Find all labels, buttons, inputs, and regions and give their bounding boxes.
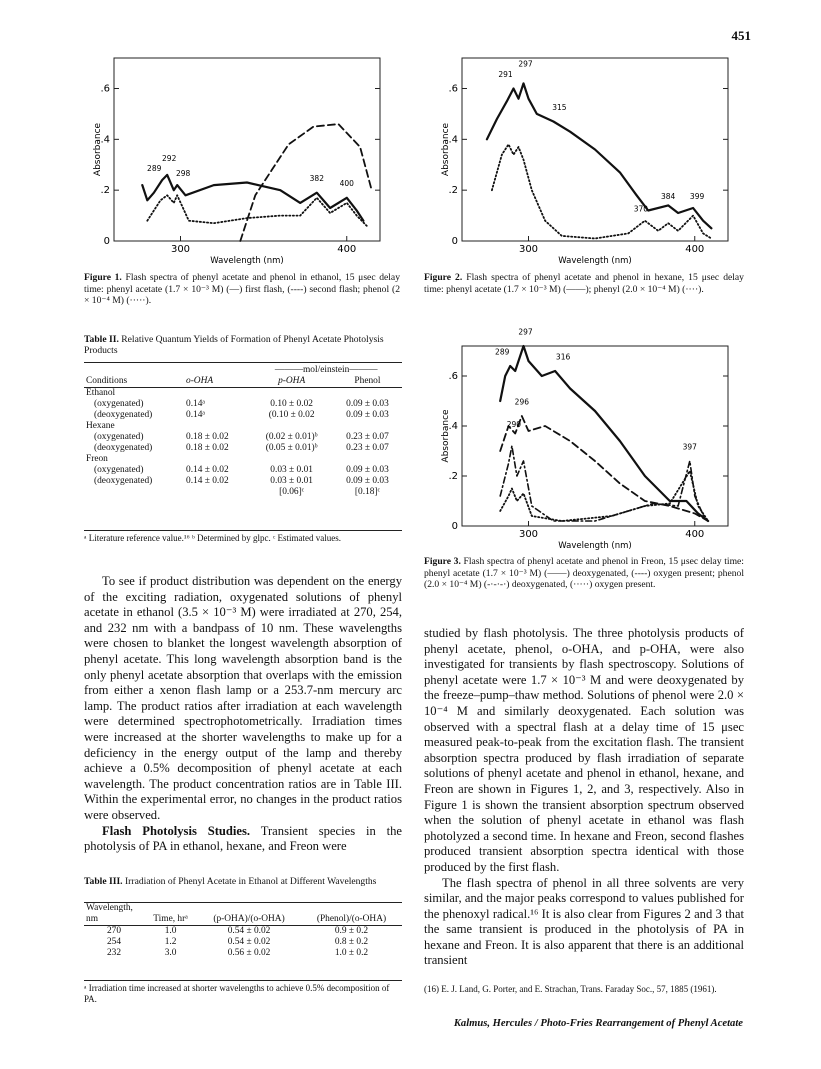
table-cell: 0.10 ± 0.02 (270, 399, 313, 409)
reference-16: (16) E. J. Land, G. Porter, and E. Strachan, Trans. Faraday Soc., 57, 1885 (1961). (424, 984, 717, 994)
right-column-text (424, 626, 744, 969)
peak-label: 289 (147, 163, 162, 173)
peak-label: 297 (518, 327, 533, 337)
y-tick-label: 0 (451, 521, 458, 532)
y-tick-label: .2 (448, 471, 458, 482)
figure-3-label: Figure 3. (424, 556, 461, 567)
table-cell: 1.0 ± 0.2 (334, 948, 369, 958)
series-line-dotted (492, 144, 712, 238)
figure-2-chart (436, 52, 736, 274)
table-cell: 270 (106, 926, 122, 936)
paragraph: studied by flash photolysis. The three photolysis products of phenyl acetate, phenol, o-OHA, and p-OHA, were also investigated for transients by flash spectroscopy. Solutions of phenyl acetate were 1.7 × 10⁻³ M and were deoxygenated by the freeze–pump–thaw method. Solutions of phenol were 2.0 × 10⁻⁴ M and similarly deoxygenated. Each solution was observed with a spectral flash at a delay time of 15 μsec measured peak-to-peak from the excitation flash. The transient absorption spectra produced by flash irradiation of separate solutions of phenyl acetate and phenol in ethanol, hexane, and Freon are shown in Figures 1, 2, and 3, respectively. Also in Figure 1 is shown the transient absorption spectrum observed when the solution of phenyl acetate in ethanol was flash photolyzed a second time. In hexane and Freon, second flashes produced transient absorption spectra identical with those produced by the first flash. (424, 626, 744, 874)
x-tick-label: 300 (518, 244, 539, 255)
table-cell: (deoxygenated) (94, 443, 153, 453)
peak-label: 397 (682, 442, 697, 452)
table-2-title (84, 334, 404, 357)
table-row (84, 937, 402, 948)
figure-1-chart (88, 52, 388, 274)
y-tick-label: .4 (448, 421, 458, 432)
table-cell: 3.0 (164, 948, 177, 958)
peak-label: 382 (309, 174, 324, 184)
table-2-footnote: ᵃ Literature reference value.¹⁶ ᵇ Determined by glpc. ᶜ Estimated values. (84, 530, 402, 544)
table-cell: 0.8 ± 0.2 (334, 937, 369, 947)
table-cell: 0.09 ± 0.03 (346, 399, 389, 409)
series-line-solid (487, 83, 712, 228)
paragraph-text: Transient species in the photolysis of PA in ethanol, hexane, and Freon were (84, 823, 403, 854)
peak-label: 289 (495, 347, 510, 357)
table-2-group-header-text: mol/einstein (303, 365, 350, 375)
table-row (84, 476, 402, 487)
table-row (84, 454, 402, 465)
figure-1-caption-text: Flash spectra of phenyl acetate and phenol in ethanol, 15 μsec delay time: phenyl acetate (1.7 × 10⁻³ M) (—) first flash, (----) second flash; phenol (2 × 10⁻⁴ M) (·····). (84, 272, 400, 307)
peak-label: 384 (660, 191, 676, 201)
table-cell (84, 487, 184, 498)
left-column-text (84, 574, 402, 855)
table-cell: (deoxygenated) (94, 476, 153, 486)
table-cell: 0.14ᵃ (186, 399, 205, 409)
table-2 (84, 362, 402, 498)
x-tick-label: 300 (170, 244, 191, 255)
y-tick-label: .6 (448, 83, 458, 95)
table-cell: 0.03 ± 0.01 (270, 465, 313, 475)
x-axis-label: Wavelength (nm) (558, 541, 632, 551)
table-cell (184, 454, 250, 465)
table-3-header: Time, hrᵃ (153, 914, 188, 924)
peak-label: 296 (514, 397, 530, 407)
x-axis-label: Wavelength (nm) (558, 256, 632, 266)
x-tick-label: 400 (685, 244, 705, 255)
x-axis-label: Wavelength (nm) (210, 256, 284, 266)
table-cell: [0.18]ᶜ (354, 487, 380, 497)
table-cell (184, 421, 250, 432)
paragraph: The flash spectra of phenol in all three solvents are very similar, and the major peaks correspond to values published for the phenoxyl radical.¹⁶ It is also clear from Figures 2 and 3 that the same transient is produced in the photolysis of PA in hexane and Freon. It is also apparent that there is an additional transient (424, 875, 744, 968)
running-footer: Kalmus, Hercules / Photo-Fries Rearrangement of Phenyl Acetate (453, 1018, 743, 1029)
figure-3-chart (436, 327, 736, 558)
peak-label: 316 (555, 352, 571, 362)
table-row (84, 410, 402, 421)
table-cell (184, 487, 250, 498)
table-cell: 0.14 ± 0.02 (186, 465, 229, 475)
y-axis-label: Absorbance (441, 409, 451, 463)
table-2-title-text: Relative Quantum Yields of Formation of Phenyl Acetate Photolysis Products (84, 334, 384, 357)
table-cell: Hexane (86, 421, 115, 431)
table-cell: 0.18 ± 0.02 (186, 432, 229, 442)
table-cell: 0.14ᵃ (186, 410, 205, 420)
table-cell: 0.14 ± 0.02 (186, 476, 229, 486)
table-3-header: (p-OHA)/(o-OHA) (213, 914, 285, 924)
series-line-dotted (147, 195, 366, 226)
figure-3-caption (424, 556, 744, 591)
table-2-label: Table II. (84, 334, 119, 345)
table-cell: Ethanol (86, 388, 116, 398)
table-cell: 0.54 ± 0.02 (227, 926, 271, 936)
figure-1-caption (84, 272, 400, 307)
table-row (84, 948, 402, 959)
series-line-dash-dot (500, 446, 705, 521)
x-tick-label: 300 (518, 529, 539, 540)
x-tick-label: 400 (337, 244, 357, 255)
peak-label: 298 (176, 169, 191, 178)
page-number: 451 (731, 28, 751, 43)
table-cell: 0.03 ± 0.01 (270, 476, 313, 486)
table-3 (84, 902, 402, 959)
series-line-dotted (500, 471, 708, 521)
figure-2-label: Figure 2. (424, 272, 463, 283)
table-row (84, 388, 402, 400)
y-axis-label: Absorbance (93, 122, 103, 177)
figure-2-caption-text: Flash spectra of phenyl acetate and phenol in hexane, 15 μsec delay time: phenyl acetate (1.7 × 10⁻³ M) (——); phenyl (2.0 × 10⁻⁴ M) (····). (424, 272, 744, 295)
table-cell: (0.02 ± 0.01)ᵇ (265, 432, 318, 442)
table-cell: 0.09 ± 0.03 (346, 410, 389, 420)
table-2-header: Conditions (86, 376, 128, 386)
series-line-solid (500, 346, 708, 521)
table-cell (184, 388, 250, 400)
table-cell (333, 421, 402, 432)
table-cell: 0.9 ± 0.2 (334, 926, 369, 936)
y-tick-label: .4 (448, 134, 458, 146)
y-tick-label: 0 (103, 236, 110, 247)
figure-3-caption-text: Flash spectra of phenyl acetate and phenol in Freon, 15 μsec delay time: phenyl acetate (1.7 × 10⁻³ M) (——) deoxygenated, (----) oxygen present; phenol (2.0 × 10⁻⁴ M) (-·-·-·) deoxygenated, (·····) oxygen present. (424, 556, 744, 591)
table-2-header: p-OHA (278, 376, 306, 386)
table-cell: (0.10 ± 0.02 (268, 410, 315, 420)
table-row (84, 432, 402, 443)
table-row (84, 399, 402, 410)
table-row (84, 926, 402, 938)
table-cell: 1.0 (164, 926, 177, 936)
y-tick-label: .6 (100, 83, 110, 95)
table-cell (333, 454, 402, 465)
section-heading: Flash Photolysis Studies. (102, 823, 251, 838)
table-3-header: Wavelength, nm (86, 903, 133, 924)
peak-label: 315 (552, 102, 567, 112)
series-line-dashed (500, 416, 708, 521)
table-cell: [0.06]ᶜ (279, 487, 305, 497)
table-3-footnote: ᵃ Irradiation time increased at shorter wavelengths to achieve 0.5% decomposition of PA. (84, 980, 402, 1005)
peak-label: 399 (689, 191, 705, 201)
table-cell: 254 (106, 937, 122, 947)
paragraph (84, 824, 402, 855)
peak-label: 297 (518, 59, 533, 69)
table-cell: (oxygenated) (94, 399, 144, 409)
table-row (84, 465, 402, 476)
table-cell: 0.56 ± 0.02 (227, 948, 271, 958)
table-cell (250, 454, 333, 465)
peak-label: 291 (498, 69, 513, 79)
table-cell: 0.23 ± 0.07 (346, 432, 389, 442)
table-cell: (oxygenated) (94, 432, 144, 442)
table-row (84, 487, 402, 498)
peak-label: 290 (506, 420, 522, 429)
y-tick-label: .2 (100, 185, 110, 197)
table-cell: (0.05 ± 0.01)ᵇ (265, 443, 318, 453)
table-cell (250, 421, 333, 432)
table-3-header: (Phenol)/(o-OHA) (316, 914, 387, 924)
table-3-label: Table III. (84, 876, 123, 887)
table-cell (333, 388, 402, 400)
plot-frame (462, 346, 728, 526)
y-tick-label: .4 (100, 134, 110, 146)
table-cell: 1.2 (164, 937, 177, 947)
y-axis-label: Absorbance (441, 122, 451, 177)
table-3-title (84, 876, 404, 887)
table-2-group-header: ———mol/einstein——— (274, 365, 378, 375)
y-tick-label: .6 (448, 371, 458, 382)
table-3-title-text: Irradiation of Phenyl Acetate in Ethanol at Different Wavelengths (124, 876, 377, 887)
table-cell (250, 388, 333, 400)
peak-label: 292 (162, 153, 177, 163)
table-cell: 232 (106, 948, 122, 958)
table-cell: 0.09 ± 0.03 (346, 465, 389, 475)
table-row (84, 443, 402, 454)
table-cell: (oxygenated) (94, 465, 144, 475)
table-2-header: o-OHA (186, 376, 214, 386)
x-tick-label: 400 (685, 529, 705, 540)
peak-label: 400 (339, 179, 354, 189)
table-cell: Freon (86, 454, 108, 464)
peak-label: 370 (633, 204, 649, 214)
y-tick-label: 0 (451, 236, 458, 247)
table-row (84, 421, 402, 432)
figure-1-label: Figure 1. (84, 272, 122, 283)
y-tick-label: .2 (448, 185, 458, 197)
table-cell: 0.18 ± 0.02 (186, 443, 229, 453)
table-cell: 0.09 ± 0.03 (346, 476, 389, 486)
paragraph: To see if product distribution was dependent on the energy of the exciting radiation, oxygenated solutions of phenyl acetate in ethanol (3.5 × 10⁻³ M) were irradiated at 270, 254, and 232 nm with a bandpass of 10 nm. These wavelengths were chosen to blanket the longest wavelength absorption of phenyl acetate. This long wavelength absorption band is the only phenyl acetate absorption that overlaps with the emission from either a xenon flash lamp or a 253.7-nm mercury arc lamp. The product ratios after irradiation at each wavelength were determined spectrophotometrically. Irradiation times were increased at the shorter wavelengths to make up for a deficiency in the energy output of the lamp and thereby achieve a 0.5% decomposition of phenyl acetate at each wavelength. The product concentration ratios are in Table III. Within the experimental error, no changes in the product ratios were observed. (84, 574, 402, 822)
table-2-header: Phenol (354, 376, 381, 386)
plot-frame (114, 58, 380, 241)
table-cell: (deoxygenated) (94, 410, 153, 420)
table-cell: 0.54 ± 0.02 (227, 937, 271, 947)
table-cell: 0.23 ± 0.07 (346, 443, 389, 453)
figure-2-caption (424, 272, 744, 295)
